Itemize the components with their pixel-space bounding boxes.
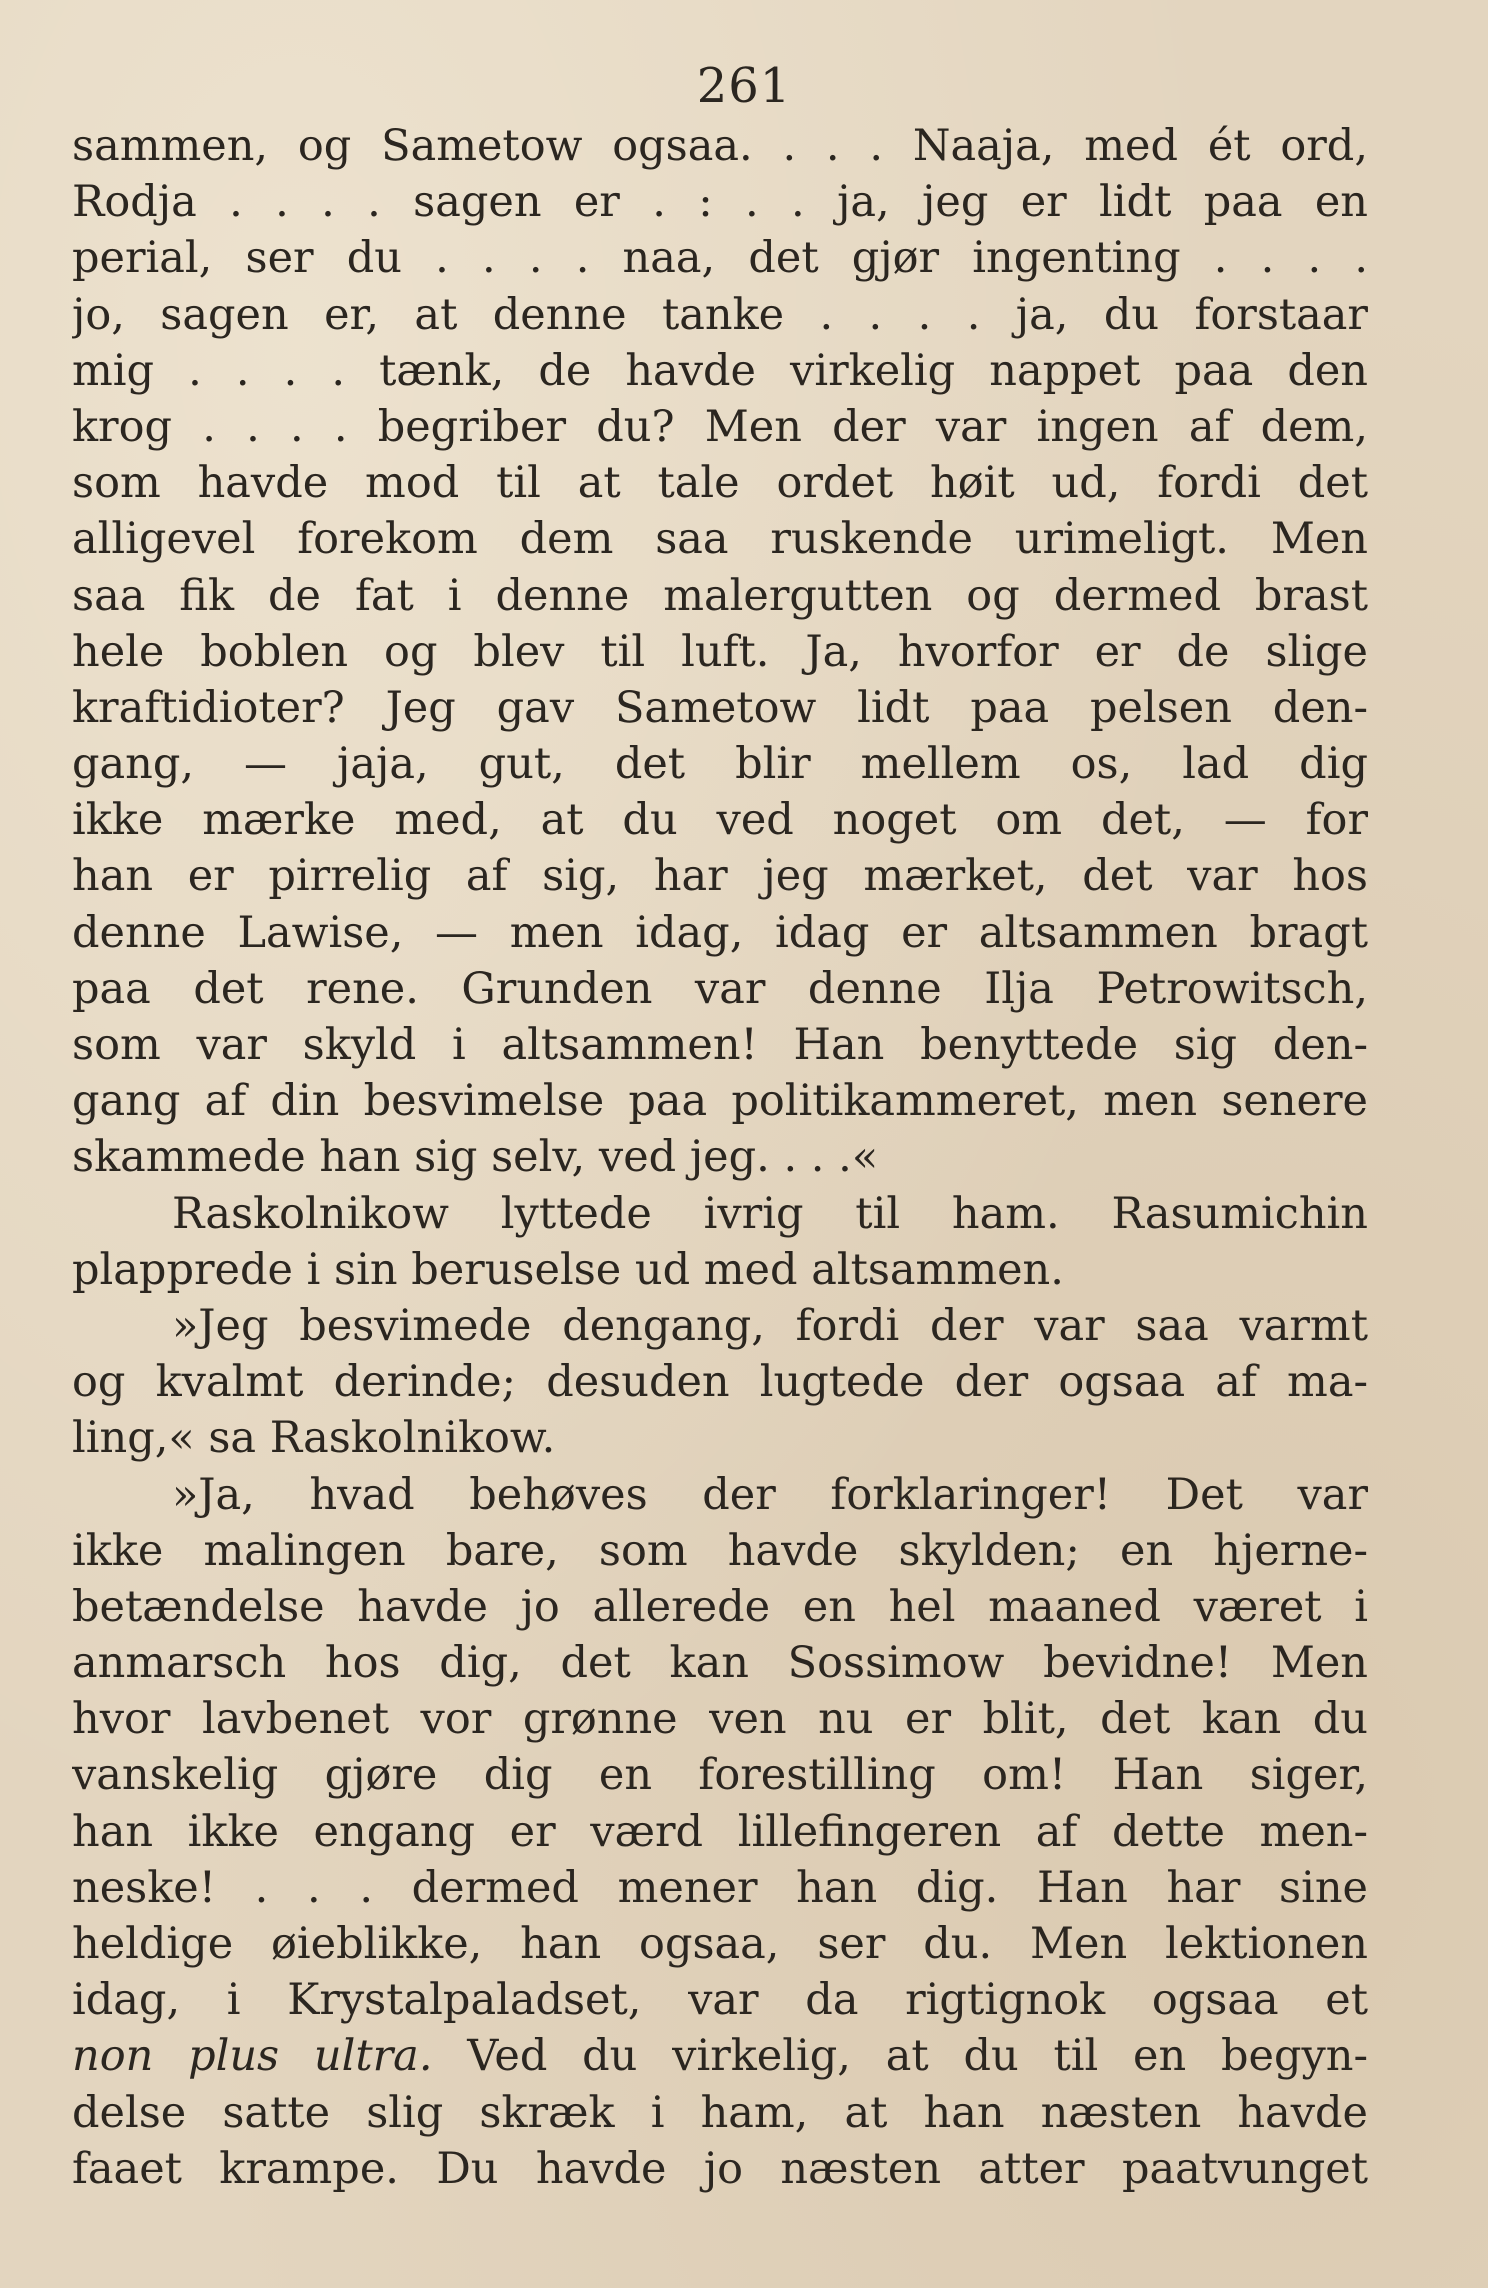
text-line: ikke malingen bare, som havde skylden; en hjerne- (72, 1525, 1368, 1576)
text-line: betændelse havde jo allerede en hel maaned været i (72, 1581, 1368, 1632)
text-line: anmarsch hos dig, det kan Sossimow bevidne! Men (72, 1638, 1368, 1689)
text-line: alligevel forekom dem saa ruskende urimeligt. Men (72, 514, 1368, 565)
text-line: gang, — jaja, gut, det blir mellem os, lad dig (72, 739, 1368, 790)
page-number: 261 (696, 58, 792, 114)
text-line: saa fik de fat i denne malergutten og dermed brast (72, 570, 1368, 621)
text-line: idag, i Krystalpaladset, var da rigtignok ogsaa et (72, 1975, 1368, 2026)
text-line: vanskelig gjøre dig en forestilling om! Han siger, (72, 1750, 1368, 1801)
text-line: og kvalmt derinde; desuden lugtede der ogsaa af ma- (72, 1357, 1368, 1408)
text-line: perial, ser du . . . . naa, det gjør ingenting . . . . (72, 233, 1368, 284)
text-line: heldige øieblikke, han ogsaa, ser du. Men lektionen (72, 1919, 1368, 1969)
text-line: ikke mærke med, at du ved noget om det, — for (72, 795, 1368, 846)
body-text (72, 118, 1368, 2197)
text-line: delse satte slig skræk i ham, at han næsten havde (72, 2087, 1368, 2138)
text-line: som var skyld i altsammen! Han benyttede sig den- (72, 1020, 1368, 1070)
text-line: jo, sagen er, at denne tanke . . . . ja, du forstaar (72, 289, 1368, 340)
text-line: denne Lawise, — men idag, idag er altsammen bragt (72, 907, 1368, 958)
text-line: gang af din besvimelse paa politikammeret, men senere (72, 1076, 1368, 1127)
text-line: han ikke engang er værd lillefingeren af dette men- (72, 1806, 1368, 1857)
text-line: ling,« sa Raskolnikow. (72, 1413, 556, 1464)
italic-phrase: non plus ultra. (72, 2031, 433, 2082)
text-line: hele boblen og blev til luft. Ja, hvorfor er de slige (72, 626, 1368, 677)
text-line: hvor lavbenet vor grønne ven nu er blit, det kan du (72, 1694, 1368, 1745)
text-line: som havde mod til at tale ordet høit ud, fordi det (72, 458, 1368, 509)
text-line (72, 2028, 1368, 2084)
text-line: krog . . . . begriber du? Men der var ingen af dem, (72, 401, 1368, 452)
text-line: faaet krampe. Du havde jo næsten atter paatvunget (72, 2143, 1368, 2194)
text-line: sammen, og Sametow ogsaa. . . . Naaja, med ét ord, (72, 121, 1368, 171)
text-line: Raskolnikow lyttede ivrig til ham. Rasumichin (172, 1188, 1368, 1239)
text-line: han er pirrelig af sig, har jeg mærket, det var hos (72, 851, 1368, 902)
text-line: kraftidioter? Jeg gav Sametow lidt paa pelsen den- (72, 682, 1368, 733)
text-run: Ved du virkelig, at du til en begyn- (432, 2031, 1368, 2082)
text-line: Rodja . . . . sagen er . : . . ja, jeg er lidt paa en (72, 177, 1368, 228)
text-line: neske! . . . dermed mener han dig. Han har sine (72, 1862, 1368, 1913)
text-line: mig . . . . tænk, de havde virkelig nappet paa den (72, 345, 1368, 396)
text-line: plapprede i sin beruselse ud med altsammen. (72, 1244, 1064, 1295)
text-line: »Ja, hvad behøves der forklaringer! Det var (172, 1469, 1368, 1520)
text-line: skammede han sig selv, ved jeg. . . .« (72, 1132, 879, 1183)
text-line: »Jeg besvimede dengang, fordi der var saa varmt (172, 1300, 1368, 1351)
text-line: paa det rene. Grunden var denne Ilja Petrowitsch, (72, 963, 1368, 1014)
